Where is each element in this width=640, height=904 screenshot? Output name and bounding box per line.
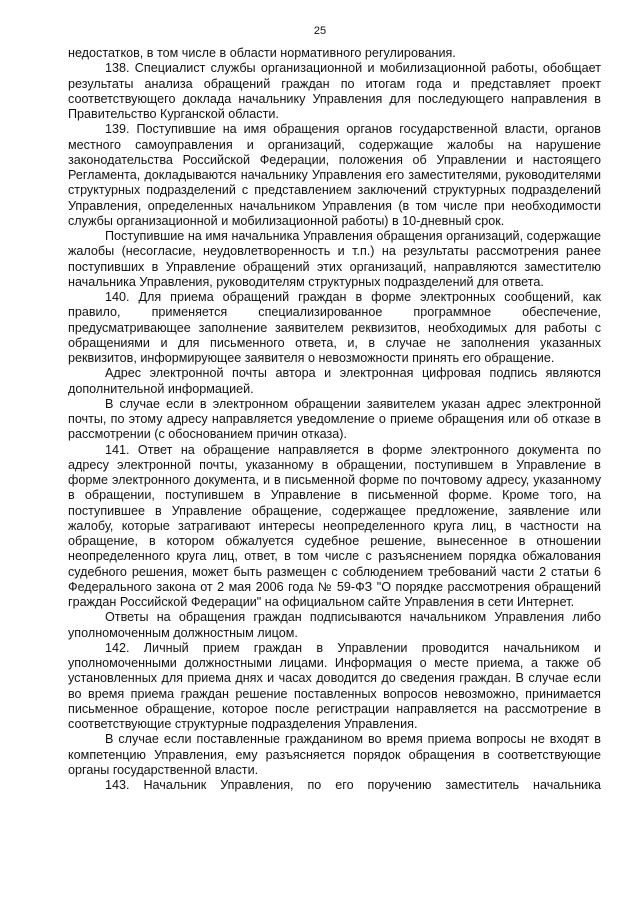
page-number: 25: [313, 25, 327, 37]
paragraph-140-notification: В случае если в электронном обращении заявителем указан адрес электронной почты, по этому адресу направляется уведомление о приеме обращения или об отказе в рассмотрении (с обоснованием причин отказа).: [68, 396, 601, 442]
paragraph-141-signature: Ответы на обращения граждан подписываются начальником Управления либо уполномоченным должностным лицом.: [68, 610, 601, 640]
paragraph-139: 139. Поступившие на имя обращения органов государственной власти, органов местного самоуправления и организаций, содержащие жалобы на нарушение законодательства Российской Федерации, положения об Управлении и настоящего Регламента, докладываются начальнику Управления его заместителями, руководителями структурных подразделений с представлением заключений структурных подразделений Управления, определенных начальником Управления (в том числе при необходимости службы организационной и мобилизационной работы) в 10-дневный срок.: [68, 122, 601, 228]
paragraph-139-continued: Поступившие на имя начальника Управления обращения организаций, содержащие жалобы (несогласие, неудовлетворенность и т.п.) на результаты рассмотрения ранее поступивших в Управление обращений этих организаций, направляются заместителю начальника Управления, руководителям структурных подразделений для ответа.: [68, 229, 601, 289]
paragraph-continuation: недостатков, в том числе в области нормативного регулирования.: [68, 46, 456, 60]
document-body: [68, 46, 601, 793]
paragraph-140-email: Адрес электронной почты автора и электронная цифровая подпись являются дополнительной информацией.: [68, 366, 601, 396]
paragraph-142-competence: В случае если поставленные гражданином во время приема вопросы не входят в компетенцию Управления, ему разъясняется порядок обращения в соответствующие органы государственной власти.: [68, 732, 601, 777]
paragraph-141: 141. Ответ на обращение направляется в форме электронного документа по адресу электронной почты, указанному в обращении, поступившем в Управление в форме электронного документа, и в письменной форме по почтовому адресу, указанному в обращении, поступившем в Управление в письменной форме. Кроме того, на поступившее в Управление обращение, содержащее предложение, заявление или жалобу, которые затрагивают интересы неопределенного круга лиц, в частности на обращение, в котором обжалуется судебное решение, вынесенное в отношении неопределенного круга лиц, ответ, в том числе с разъяснением порядка обжалования судебного решения, может быть размещен с соблюдением требований части 2 статьи 6 Федерального закона от 2 мая 2006 года № 59-ФЗ "О порядке рассмотрения обращений граждан Российской Федерации" на официальном сайте Управления в сети Интернет.: [68, 442, 601, 609]
paragraph-143: 143. Начальник Управления, по его поручению заместитель начальника: [105, 778, 601, 792]
paragraph-138: 138. Специалист службы организационной и мобилизационной работы, обобщает результаты анализа обращений граждан по итогам года и представляет проект соответствующего доклада начальнику Управления для последующего направления в Правительство Курганской области.: [68, 61, 601, 121]
paragraph-142: 142. Личный прием граждан в Управлении проводится начальником и уполномоченными должностными лицами. Информация о месте приема, а также об установленных для приема днях и часах доводится до сведения граждан. В случае если во время приема граждан решение поставленных вопросов невозможно, принимается письменное обращение, которое после регистрации направляется на рассмотрение в соответствующие структурные подразделения Управления.: [68, 640, 601, 731]
paragraph-140: 140. Для приема обращений граждан в форме электронных сообщений, как правило, применяется специализированное программное обеспечение, предусматривающее заполнение заявителем реквизитов, необходимых для работы с обращениями и для письменного ответа, и, в случае не заполнения указанных реквизитов, информирующее заявителя о невозможности принять его обращение.: [68, 290, 601, 365]
